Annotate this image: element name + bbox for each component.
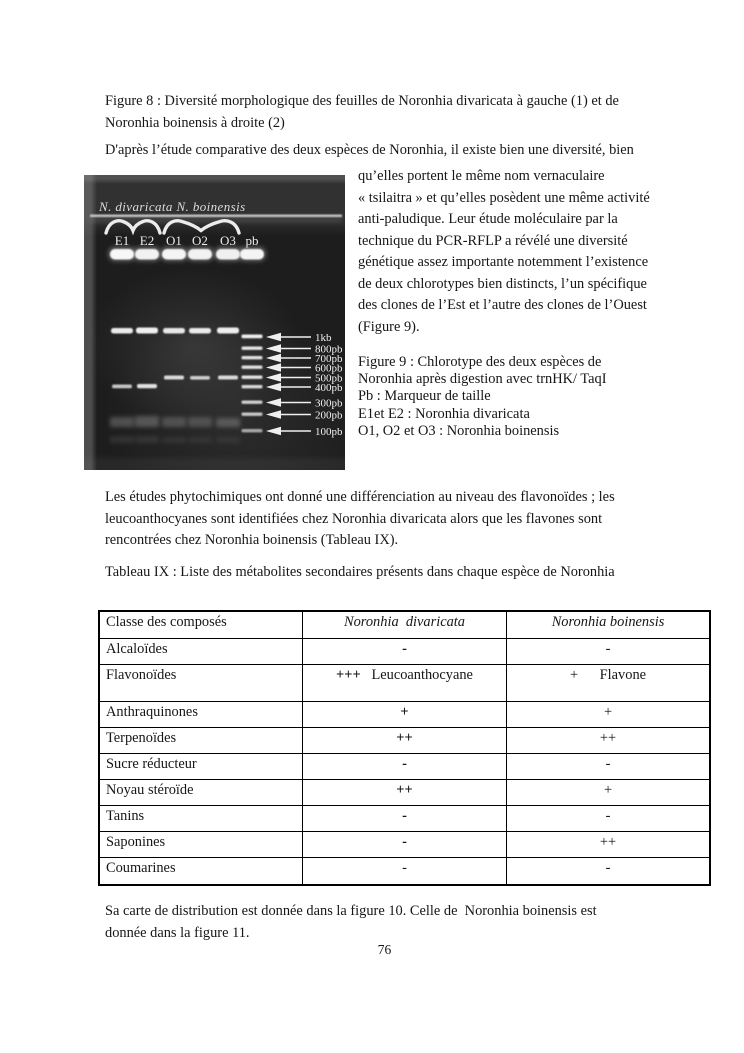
text-segment: Sa carte de distribution est donnée dans la figure 10. Celle de [105, 903, 465, 919]
cell-divaricata [303, 664, 507, 701]
text-segment: rencontrées chez [105, 532, 205, 548]
table-row [99, 831, 710, 857]
text-segment: - [605, 640, 611, 657]
text-segment: Les études phytochimiques ont donné une différenciation au niveau des flavonoïdes ; les [105, 489, 615, 505]
text-segment: est [577, 903, 597, 919]
gel-smears [110, 416, 240, 443]
ladder-arrow [266, 409, 343, 421]
text-segment: Noronhia boinensis [464, 903, 577, 919]
text-segment: - [402, 755, 407, 772]
text-line: de deux chlorotypes bien distincts, l’un spécifique [358, 275, 647, 292]
row-label: Terpenoïdes [99, 727, 303, 753]
gel-sample-bands [112, 376, 238, 389]
lane-label-o3: O3 [220, 233, 236, 248]
gel-species-labels: N. divaricata N. boinensis [99, 199, 246, 214]
ladder-arrow [266, 426, 343, 438]
row-label: Flavonoïdes [99, 664, 303, 701]
table-row [99, 779, 710, 805]
text-line [358, 388, 678, 405]
text-segment: - [402, 833, 407, 850]
text-segment: Noronhia divaricata [398, 93, 514, 109]
text-segment: donnée dans la figure 11. [105, 924, 250, 941]
text-segment: alors que les flavones sont [446, 510, 603, 527]
table-row [99, 727, 710, 753]
text-segment: à droite (2) [217, 115, 285, 131]
text-segment: D'après l’étude comparative des deux espèces de [105, 142, 390, 158]
text-line: anti-paludique. Leur étude moléculaire par la [358, 211, 618, 227]
ladder-label-100pb: 100pb [315, 425, 343, 438]
row-label: Saponines [99, 831, 303, 857]
text-segment: Noronhia divaricata [415, 405, 530, 422]
cell-divaricata [303, 638, 507, 664]
text-segment: Leucoanthocyane [360, 666, 473, 683]
intro-paragraph-wrap-column [358, 166, 678, 338]
row-label: Coumarines [99, 857, 303, 885]
text-segment: Noronhia boinensis [446, 422, 560, 439]
text-segment: + [603, 781, 613, 798]
text-segment: - [402, 807, 407, 824]
text-segment: Figure 9 : Chlorotype des deux espèces de [358, 354, 602, 370]
table9-metabolites [98, 610, 711, 886]
text-segment: - [605, 807, 611, 824]
cell-boinensis [507, 779, 711, 805]
ladder-label-1kb: 1kb [315, 331, 332, 344]
row-label: Alcaloïdes [99, 638, 303, 664]
cell-divaricata [303, 727, 507, 753]
text-segment: Noronhia [358, 371, 413, 388]
table-row [99, 805, 710, 831]
ladder-label-800pb: 800pb [315, 343, 343, 356]
text-segment: Noronhia boinensis [204, 532, 318, 548]
gel-brace-boinensis [164, 221, 239, 233]
text-segment: , il existe bien une diversité, bien [443, 142, 634, 158]
lane-label-o1: O1 [166, 233, 182, 248]
row-label: Noyau stéroïde [99, 779, 303, 805]
cell-divaricata [303, 753, 507, 779]
gel-lane-labels [115, 233, 259, 248]
cell-boinensis [507, 831, 711, 857]
text-segment: ++ [396, 781, 413, 798]
lane-label-o2: O2 [192, 233, 208, 248]
lane-label-e1: E1 [114, 233, 130, 248]
header-divaricata: Noronhia divaricata [303, 611, 507, 638]
text-line [358, 423, 678, 440]
cell-divaricata [303, 805, 507, 831]
text-segment: ++ [599, 729, 617, 746]
text-line [358, 371, 678, 388]
text-line [105, 509, 685, 531]
gel-graphic [84, 175, 345, 470]
text-segment: - [402, 859, 407, 876]
cell-divaricata [303, 831, 507, 857]
text-line [105, 562, 685, 584]
text-segment: - [605, 859, 611, 876]
cell-divaricata [303, 857, 507, 885]
ladder-label-400pb: 400pb [315, 381, 343, 394]
text-line [105, 140, 685, 162]
gel-top-bands [111, 328, 239, 334]
lane-label-pb: pb [245, 233, 259, 248]
text-segment: Noronhia [389, 142, 444, 158]
figure9-caption [358, 354, 678, 440]
text-line: génétique assez importante notemment l’existence [358, 254, 649, 270]
text-segment: + [603, 703, 613, 720]
text-segment: + [400, 703, 409, 720]
ladder-arrow [266, 397, 343, 409]
gel-wells [108, 247, 266, 262]
ladder-label-200pb: 200pb [315, 409, 343, 422]
text-line: technique du PCR-RFLP a révélé une diversité [358, 232, 628, 249]
cell-boinensis [507, 638, 711, 664]
table-row [99, 664, 710, 701]
text-segment: Pb : Marqueur de taille [358, 388, 491, 405]
cell-boinensis [507, 857, 711, 885]
figure8-caption [105, 90, 685, 134]
text-segment: + [569, 666, 579, 683]
text-line [105, 487, 685, 509]
intro-paragraph-first-line [105, 140, 685, 162]
row-label: Anthraquinones [99, 701, 303, 727]
table-row [99, 638, 710, 664]
ladder-label-700pb: 700pb [315, 352, 343, 365]
ladder-label-600pb: 600pb [315, 362, 343, 375]
gel-brace-divaricata [106, 221, 160, 233]
table-row [99, 701, 710, 727]
gel-photo-figure9 [84, 175, 345, 470]
cell-divaricata [303, 701, 507, 727]
cell-divaricata [303, 779, 507, 805]
phytochemistry-paragraph [105, 487, 685, 552]
cell-boinensis [507, 664, 711, 701]
text-line [358, 354, 678, 371]
text-line: « tsilaitra » et qu’elles posèdent une même activité [358, 189, 650, 206]
gel-ladder-bands [242, 335, 263, 433]
text-line: des clones de l’Est et l’autre des clones de l’Ouest [358, 297, 647, 313]
ladder-arrow [266, 382, 343, 394]
table-row [99, 753, 710, 779]
text-line [105, 530, 685, 552]
text-segment: ++ [396, 729, 413, 746]
text-line [105, 112, 685, 134]
table9-caption [105, 562, 685, 584]
table-row [99, 857, 710, 885]
gel-ladder-annotations [266, 332, 343, 438]
ladder-arrow [266, 332, 332, 344]
row-label: Sucre réducteur [99, 753, 303, 779]
page-number: 76 [377, 942, 392, 957]
lane-label-e2: E2 [139, 233, 155, 248]
text-segment: Figure 8 : Diversité morphologique des feuilles de [105, 93, 399, 109]
text-segment: Flavone [578, 666, 647, 683]
text-segment: après digestion avec trnHK/ TaqI [412, 371, 607, 388]
text-segment: - [605, 755, 611, 772]
text-segment: +++ [336, 666, 361, 683]
text-segment: Noronhia divaricata [331, 510, 447, 527]
ladder-label-500pb: 500pb [315, 372, 343, 385]
text-segment: - [402, 640, 407, 657]
distribution-paragraph [105, 901, 685, 944]
text-segment: Tableau IX : Liste des métabolites secondaires présents dans chaque espèce de [105, 564, 561, 580]
text-segment: leucoanthocyanes sont identifiées chez [105, 510, 332, 527]
text-line: qu’elles portent le même nom vernaculaire [358, 168, 605, 184]
text-line: (Figure 9). [358, 318, 420, 335]
table-header-row [99, 611, 710, 638]
text-segment: Noronhia [560, 564, 615, 580]
text-segment: O1, O2 et O3 : [358, 422, 447, 439]
text-segment: à gauche (1) et de [513, 93, 619, 109]
cell-boinensis [507, 727, 711, 753]
text-line [105, 90, 685, 112]
text-segment: E1et E2 : [358, 405, 416, 422]
text-line [358, 406, 678, 423]
row-label: Tanins [99, 805, 303, 831]
text-segment: (Tableau IX). [317, 532, 399, 548]
ladder-label-300pb: 300pb [315, 397, 343, 410]
text-line [105, 901, 685, 923]
text-segment: Noronhia boinensis [105, 115, 218, 131]
header-boinensis: Noronhia boinensis [507, 611, 711, 638]
cell-boinensis [507, 701, 711, 727]
text-line [105, 923, 685, 945]
header-classe: Classe des composés [99, 611, 303, 638]
cell-boinensis [507, 753, 711, 779]
text-segment: ++ [599, 833, 617, 850]
cell-boinensis [507, 805, 711, 831]
